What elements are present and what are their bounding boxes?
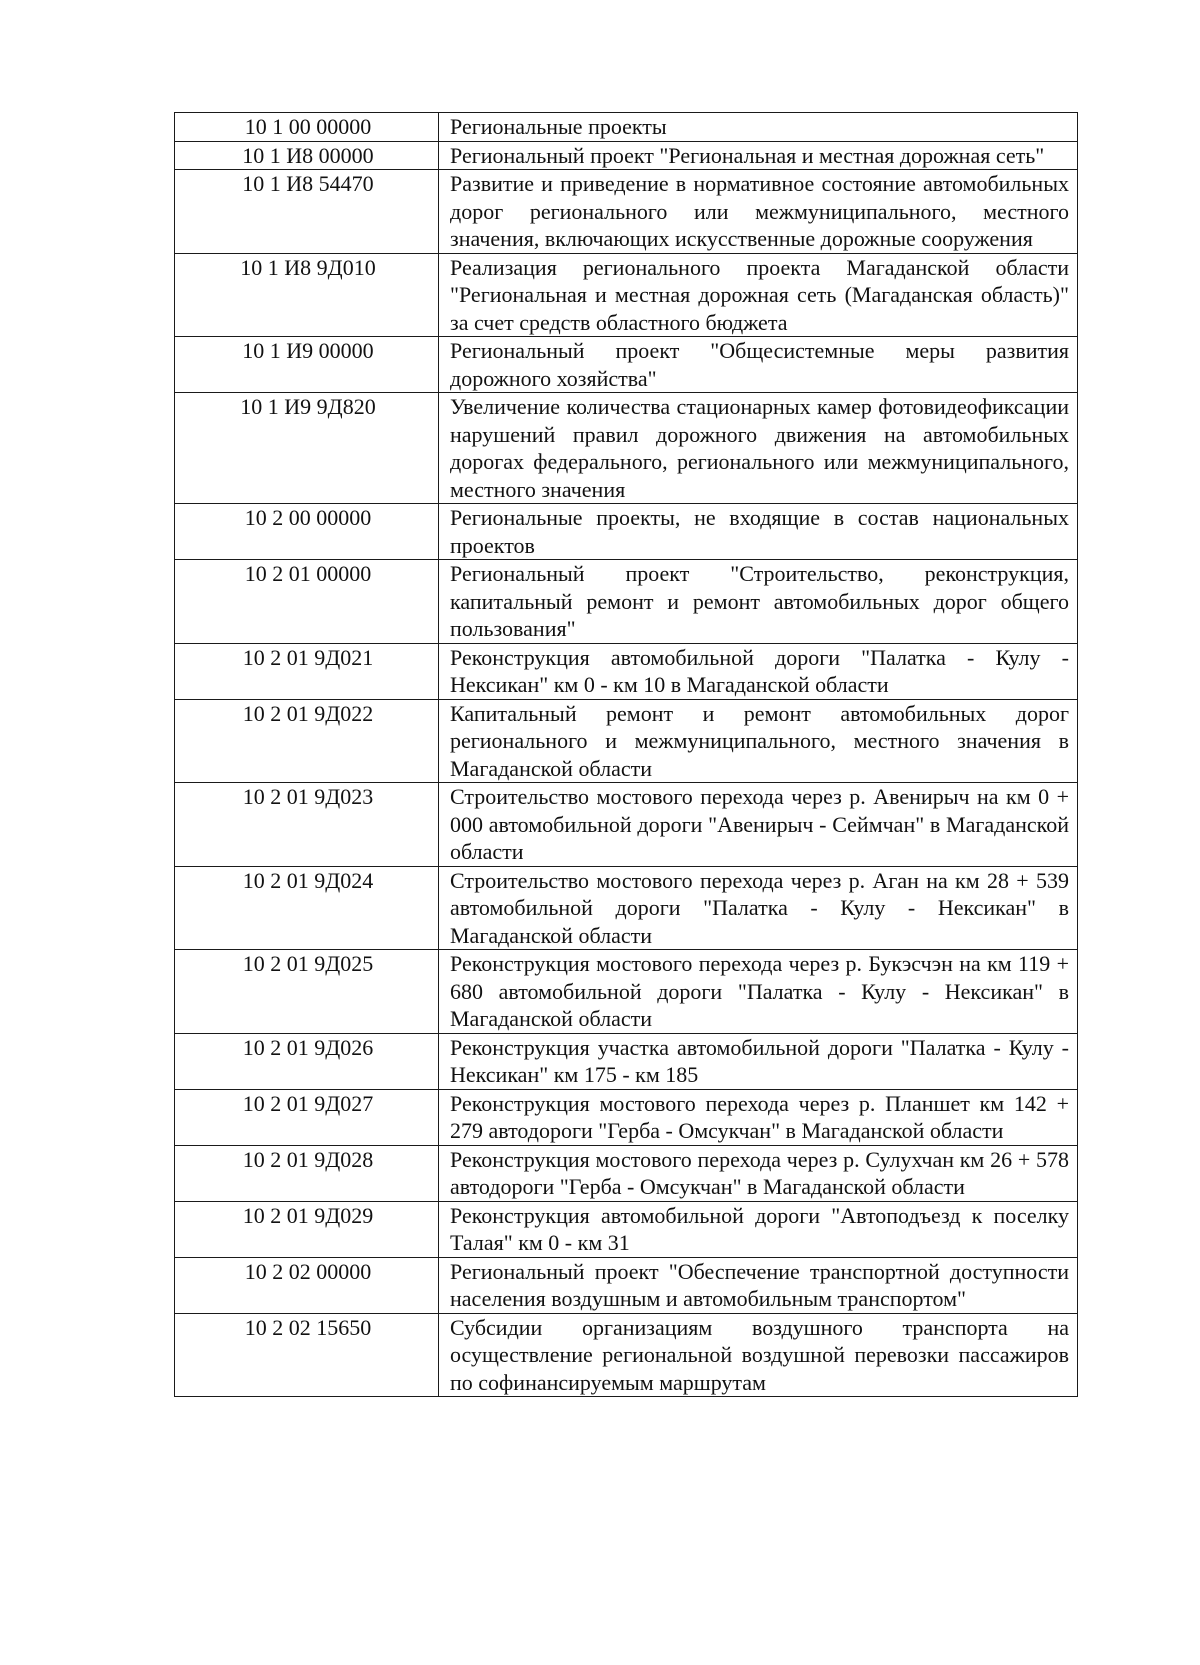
description-cell: Региональный проект "Обеспечение транспортной доступности населения воздушным и автомобильным транспортом" [439, 1257, 1078, 1313]
code-cell: 10 2 01 9Д025 [175, 950, 439, 1034]
code-cell: 10 2 01 9Д026 [175, 1033, 439, 1089]
description-cell: Капитальный ремонт и ремонт автомобильных дорог регионального и межмуниципального, местного значения в Магаданской области [439, 699, 1078, 783]
description-cell: Строительство мостового перехода через р. Аган на км 28 + 539 автомобильной дороги "Палатка - Кулу - Нексикан" в Магаданской области [439, 866, 1078, 950]
code-cell: 10 2 00 00000 [175, 504, 439, 560]
table-row [175, 783, 1078, 867]
description-cell: Реконструкция мостового перехода через р. Планшет км 142 + 279 автодороги "Герба - Омсукчан" в Магаданской области [439, 1089, 1078, 1145]
table-row [175, 1201, 1078, 1257]
code-cell: 10 1 И9 00000 [175, 337, 439, 393]
table-row [175, 1313, 1078, 1397]
table-row [175, 337, 1078, 393]
description-cell: Региональный проект "Региональная и местная дорожная сеть" [439, 141, 1078, 170]
table-row [175, 866, 1078, 950]
description-cell: Реконструкция мостового перехода через р. Букэсчэн на км 119 + 680 автомобильной дороги "Палатка - Кулу - Нексикан" в Магаданской области [439, 950, 1078, 1034]
code-cell: 10 2 01 9Д029 [175, 1201, 439, 1257]
code-cell: 10 2 01 9Д021 [175, 643, 439, 699]
code-cell: 10 2 01 9Д023 [175, 783, 439, 867]
code-cell: 10 2 02 00000 [175, 1257, 439, 1313]
description-cell: Региональные проекты, не входящие в состав национальных проектов [439, 504, 1078, 560]
description-cell: Реализация регионального проекта Магаданской области "Региональная и местная дорожная сеть (Магаданская область)" за счет средств областного бюджета [439, 253, 1078, 337]
code-cell: 10 2 01 00000 [175, 560, 439, 644]
code-cell: 10 2 01 9Д027 [175, 1089, 439, 1145]
code-cell: 10 2 01 9Д024 [175, 866, 439, 950]
table-row [175, 560, 1078, 644]
description-cell: Реконструкция мостового перехода через р. Сулухчан км 26 + 578 автодороги "Герба - Омсукчан" в Магаданской области [439, 1145, 1078, 1201]
table-row [175, 1145, 1078, 1201]
code-cell: 10 1 И8 00000 [175, 141, 439, 170]
table-row [175, 699, 1078, 783]
table-row [175, 113, 1078, 142]
code-cell: 10 1 00 00000 [175, 113, 439, 142]
budget-classification-table [174, 112, 1078, 1397]
code-cell: 10 1 И8 9Д010 [175, 253, 439, 337]
code-cell: 10 1 И8 54470 [175, 170, 439, 254]
description-cell: Увеличение количества стационарных камер фотовидеофиксации нарушений правил дорожного движения на автомобильных дорогах федерального, регионального или межмуниципального, местного значения [439, 393, 1078, 504]
table-row [175, 170, 1078, 254]
description-cell: Реконструкция автомобильной дороги "Автоподъезд к поселку Талая" км 0 - км 31 [439, 1201, 1078, 1257]
table-row [175, 1089, 1078, 1145]
code-cell: 10 2 01 9Д028 [175, 1145, 439, 1201]
description-cell: Региональный проект "Строительство, реконструкция, капитальный ремонт и ремонт автомобильных дорог общего пользования" [439, 560, 1078, 644]
table-row [175, 393, 1078, 504]
code-cell: 10 2 01 9Д022 [175, 699, 439, 783]
code-cell: 10 2 02 15650 [175, 1313, 439, 1397]
table-row [175, 1033, 1078, 1089]
description-cell: Субсидии организациям воздушного транспорта на осуществление региональной воздушной перевозки пассажиров по софинансируемым маршрутам [439, 1313, 1078, 1397]
code-cell: 10 1 И9 9Д820 [175, 393, 439, 504]
description-cell: Региональные проекты [439, 113, 1078, 142]
table-row [175, 950, 1078, 1034]
table-body [175, 113, 1078, 1397]
description-cell: Реконструкция участка автомобильной дороги "Палатка - Кулу - Нексикан" км 175 - км 185 [439, 1033, 1078, 1089]
description-cell: Строительство мостового перехода через р. Авенирыч на км 0 + 000 автомобильной дороги "Авенирыч - Сеймчан" в Магаданской области [439, 783, 1078, 867]
description-cell: Реконструкция автомобильной дороги "Палатка - Кулу - Нексикан" км 0 - км 10 в Магаданской области [439, 643, 1078, 699]
table-row [175, 643, 1078, 699]
description-cell: Развитие и приведение в нормативное состояние автомобильных дорог регионального или межмуниципального, местного значения, включающих искусственные дорожные сооружения [439, 170, 1078, 254]
table-row [175, 1257, 1078, 1313]
description-cell: Региональный проект "Общесистемные меры развития дорожного хозяйства" [439, 337, 1078, 393]
table-row [175, 141, 1078, 170]
table-row [175, 253, 1078, 337]
table-row [175, 504, 1078, 560]
